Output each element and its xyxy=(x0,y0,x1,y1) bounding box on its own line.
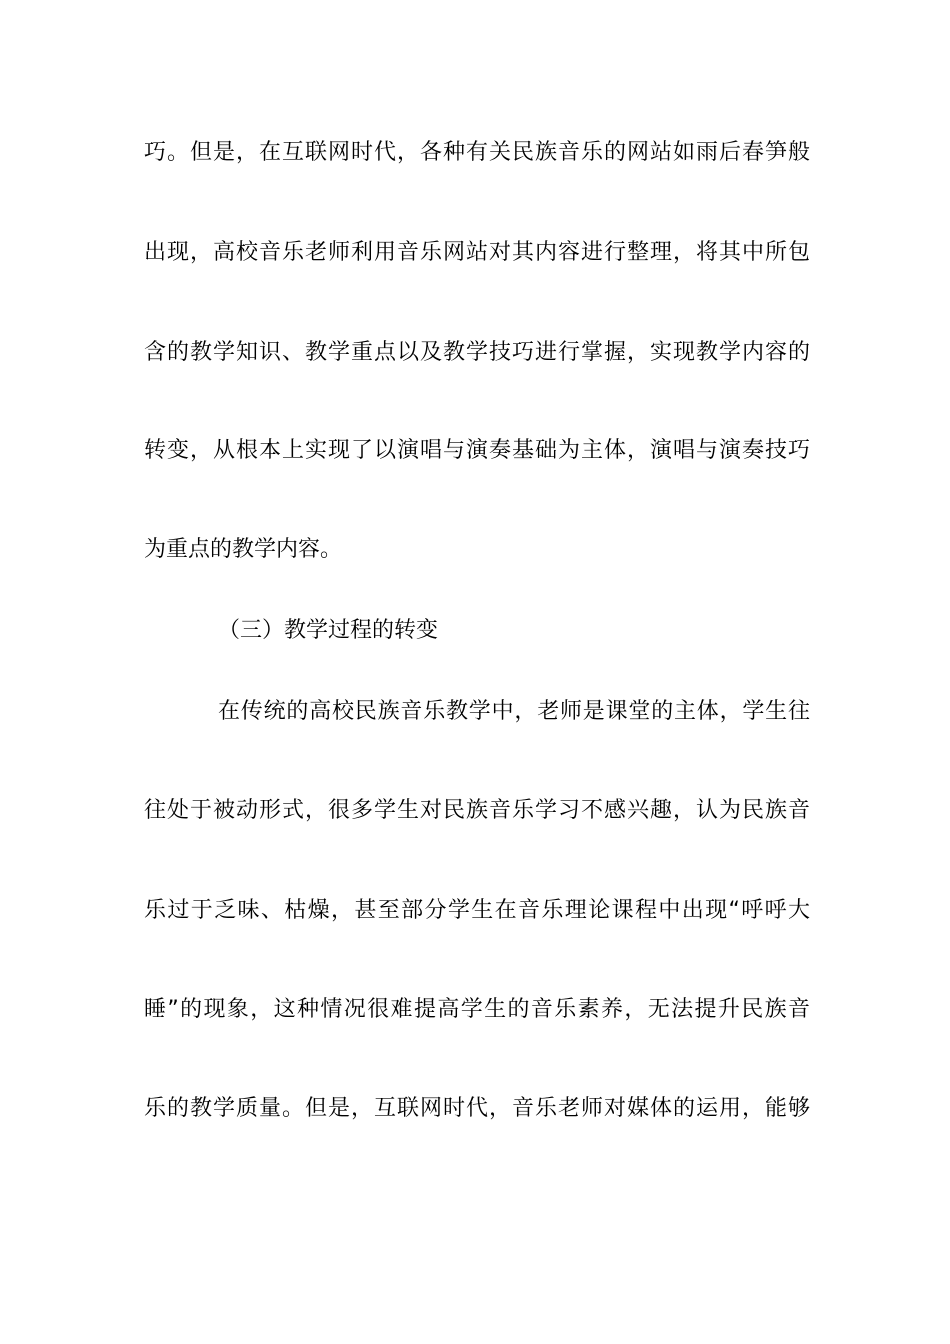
paragraph-2-line-1: 在传统的高校民族音乐教学中，老师是课堂的主体，学生往 xyxy=(218,699,810,724)
section-heading: （三）教学过程的转变 xyxy=(218,618,439,643)
paragraph-2-line-4: 睡”的现象，这种情况很难提高学生的音乐素养，无法提升民族音 xyxy=(144,997,810,1022)
paragraph-1-line-5: 为重点的教学内容。 xyxy=(144,537,343,562)
paragraph-1-line-3: 含的教学知识、教学重点以及教学技巧进行掌握，实现教学内容的 xyxy=(144,340,810,365)
paragraph-2-line-2: 往处于被动形式，很多学生对民族音乐学习不感兴趣，认为民族音 xyxy=(144,798,810,823)
paragraph-2-line-3: 乐过于乏味、枯燥，甚至部分学生在音乐理论课程中出现“呼呼大 xyxy=(144,898,810,923)
paragraph-2-line-5: 乐的教学质量。但是，互联网时代，音乐老师对媒体的运用，能够 xyxy=(144,1096,810,1121)
paragraph-1-line-2: 出现，高校音乐老师利用音乐网站对其内容进行整理，将其中所包 xyxy=(144,240,810,265)
paragraph-1-line-4: 转变，从根本上实现了以演唱与演奏基础为主体，演唱与演奏技巧 xyxy=(144,438,810,463)
paragraph-1-line-1: 巧。但是，在互联网时代，各种有关民族音乐的网站如雨后春笋般 xyxy=(144,140,810,165)
